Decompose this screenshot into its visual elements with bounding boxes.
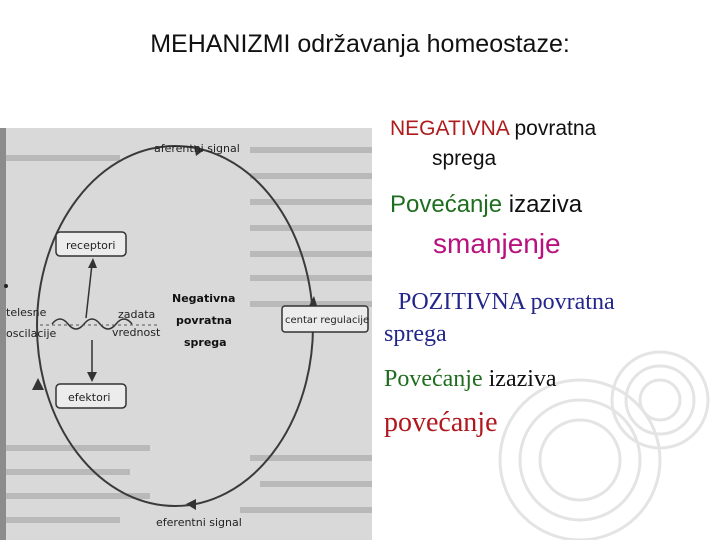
set-value-label-1: zadata [118,308,156,321]
negative-increase-line [390,191,582,219]
diagram-drawing [0,128,372,540]
center-label-2: povratna [176,314,232,327]
receptors-label: receptori [66,239,116,252]
negative-feedback-heading [390,114,596,174]
body-oscillations-label-1: telesne [6,306,47,319]
negative-keyword: NEGATIVNA [390,117,509,140]
positive-result: povećanje [384,407,498,438]
regulation-center-label: centar regulacije [285,315,370,326]
set-value-label-2: vrednost [112,326,161,339]
center-label-1: Negativna [172,292,236,305]
negative-result: smanjenje [433,228,561,259]
positive-heading-cont: sprega [384,321,447,347]
negative-increase-word: Povećanje [390,191,503,218]
afferent-signal-label: aferentni signal [154,142,240,155]
negative-heading-cont: sprega [432,147,497,170]
effectors-label: efektori [68,391,111,404]
center-label-3: sprega [184,336,227,349]
efferent-signal-label: eferentni signal [156,516,242,529]
positive-feedback-heading [384,286,615,350]
positive-increase-word: Povećanje [384,366,483,392]
slide-title: MEHANIZMI održavanja homeostaze: [150,30,570,58]
arrow-left [32,378,44,390]
body-oscillations-label-2: oscilacije [6,327,57,340]
negative-causes-word: izaziva [502,191,583,218]
negative-heading-rest: povratna [508,117,597,140]
positive-increase-line [384,366,557,393]
feedback-loop-diagram [0,128,372,540]
arrow-bottom [186,499,196,510]
positive-causes-word: izaziva [482,366,557,392]
positive-keyword: POZITIVNA povratna [398,289,615,315]
